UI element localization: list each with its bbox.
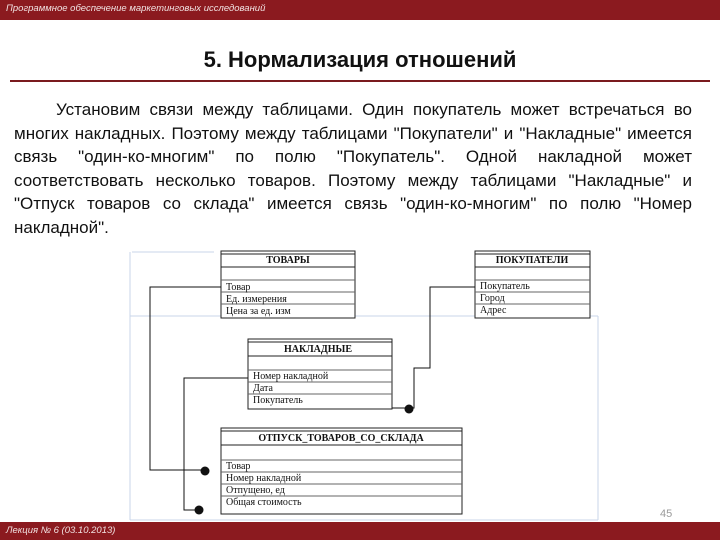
course-subject: Программное обеспечение маркетинговых исследований bbox=[6, 3, 266, 14]
explanation-paragraph: Установим связи между таблицами. Один покупатель может встречаться во многих накладных. Поэтому между таблицами "Покупатели" и "Накладные" имеется связь "один-ко-многим" по полю "Покупатель". Одной накладной может соответствовать несколько товаров. Поэтому между таблицами "Накладные" и "Отпуск товаров со склада" имеется связь "один-ко-многим" по полю "Номер накладной". bbox=[14, 100, 692, 237]
footer-bar bbox=[0, 522, 720, 540]
table-nakladnye-title: НАКЛАДНЫЕ bbox=[283, 344, 353, 355]
table-pokupateli-field: Город bbox=[480, 293, 505, 304]
table-otpusk-field: Отпущено, ед bbox=[226, 485, 285, 496]
table-tovary-title: ТОВАРЫ bbox=[266, 255, 310, 266]
table-pokupateli bbox=[475, 251, 590, 318]
table-pokupateli-field: Покупатель bbox=[480, 281, 530, 292]
table-tovary-field: Цена за ед. изм bbox=[226, 306, 291, 317]
table-nakladnye-field: Дата bbox=[253, 383, 273, 394]
page-number: 45 bbox=[660, 508, 673, 520]
table-nakladnye-field: Номер накладной bbox=[253, 371, 329, 382]
table-pokupateli-title: ПОКУПАТЕЛИ bbox=[495, 255, 569, 266]
relation-line-pokupatel bbox=[392, 287, 475, 408]
many-end-dot bbox=[405, 405, 414, 414]
lecture-label: Лекция № 6 (03.10.2013) bbox=[6, 525, 116, 536]
table-tovary-field: Товар bbox=[226, 282, 251, 293]
table-nakladnye-field: Покупатель bbox=[253, 395, 303, 406]
many-end-dot bbox=[195, 506, 204, 515]
table-tovary bbox=[221, 251, 355, 318]
table-otpusk-title: ОТПУСК_ТОВАРОВ_СО_СКЛАДА bbox=[258, 433, 424, 444]
table-pokupateli-field: Адрес bbox=[480, 305, 507, 316]
table-otpusk-field: Товар bbox=[226, 461, 251, 472]
table-otpusk bbox=[221, 428, 462, 514]
table-tovary-field: Ед. измерения bbox=[226, 294, 287, 305]
table-otpusk-field: Общая стоимость bbox=[226, 497, 302, 508]
many-end-dot bbox=[201, 467, 210, 476]
table-nakladnye bbox=[248, 339, 392, 409]
table-otpusk-field: Номер накладной bbox=[226, 473, 302, 484]
slide-title: 5. Нормализация отношений bbox=[203, 47, 517, 72]
